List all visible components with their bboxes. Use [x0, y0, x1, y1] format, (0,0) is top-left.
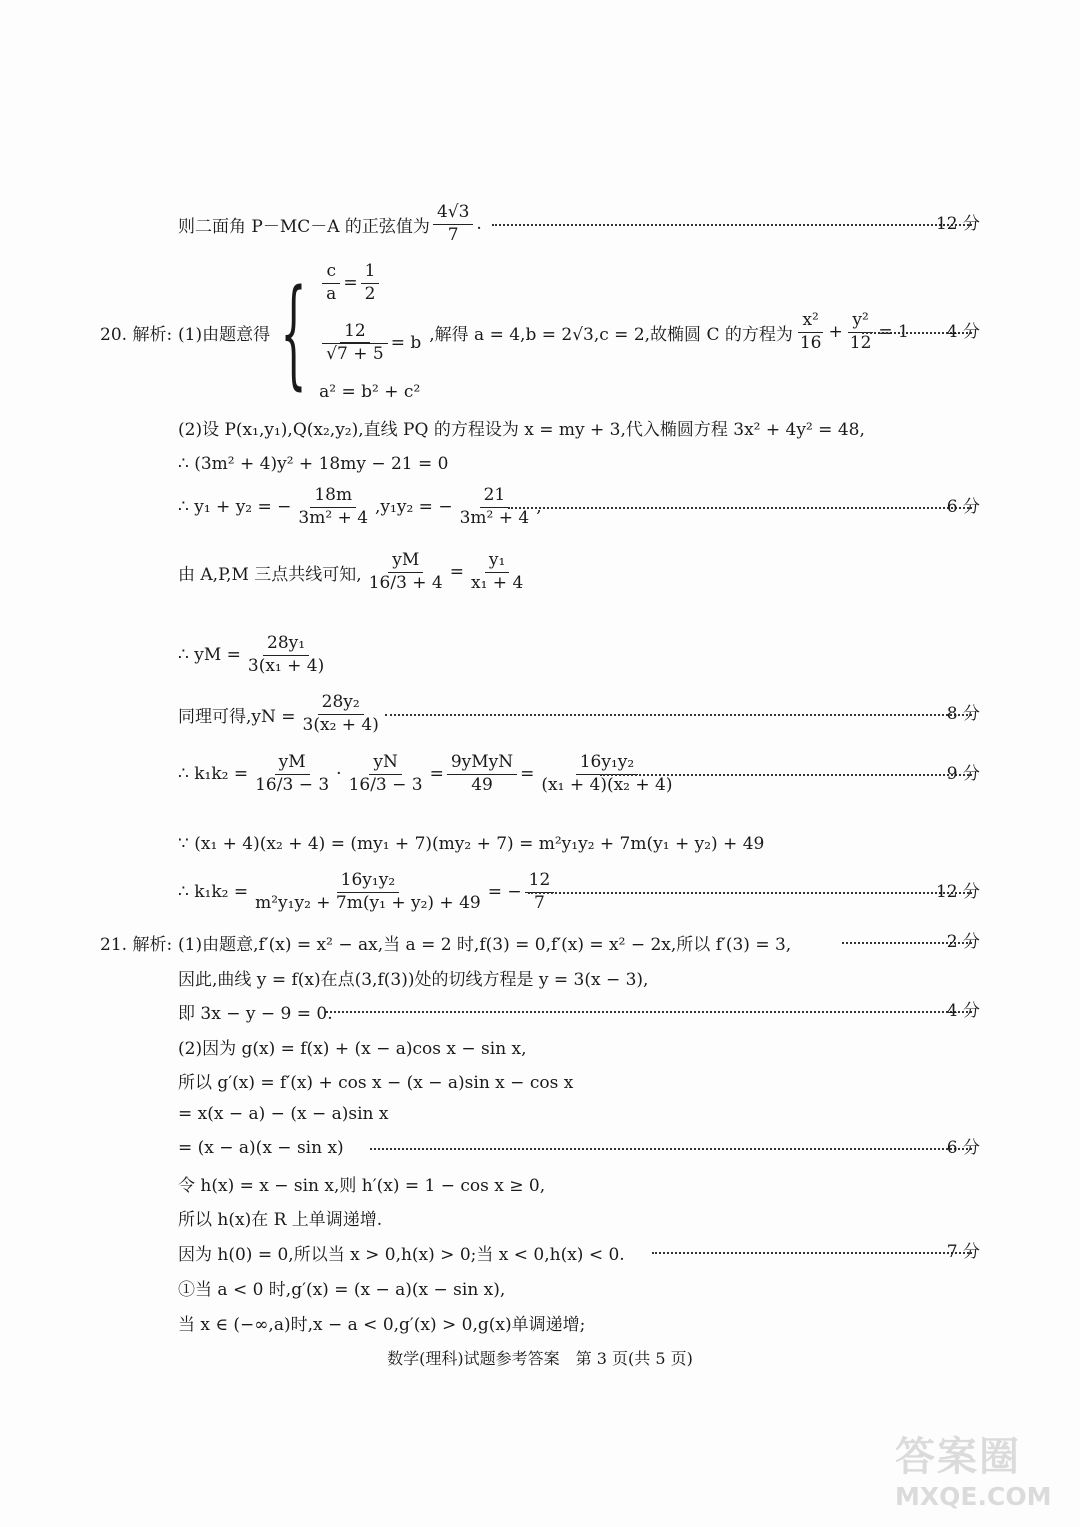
watermark: [895, 1425, 1065, 1521]
line-dihedral-sine: 则二面角 P－MC－A 的正弦值为 4√3 7 . 12 分: [178, 201, 980, 245]
line-yN: 同理可得,yN = $\frac{\text{28y₂}}{\text{3(x₂ + 4)}}$ 8 分: [178, 691, 980, 735]
q20-part1-score: [0, 315, 1080, 349]
score: 7 分: [946, 1242, 980, 1262]
line-setup: (2)设 P(x₁,y₁),Q(x₂,y₂),直线 PQ 的方程设为 x = my + 3,代入椭圆方程 3x² + 4y² = 48,: [178, 419, 865, 440]
q21-line: 21. 解析: (1)由题意,f′(x) = x² − ax,当 a = 2 时,f(3) = 0,f′(x) = x² − 2x,所以 f′(3) = 3, 2 分: [0, 925, 1080, 959]
score: 8 分: [946, 704, 980, 724]
dot-leader: [326, 1011, 972, 1013]
score: 6 分: [946, 497, 980, 517]
question-number: 20. 解析:: [100, 324, 173, 345]
score: 6 分: [946, 1138, 980, 1158]
dot-leader: [492, 224, 972, 226]
line-tangent: 因此,曲线 y = f(x)在点(3,f(3))处的切线方程是 y = 3(x − 3),: [178, 969, 649, 990]
line-h-sign: 因为 h(0) = 0,所以当 x > 0,h(x) > 0;当 x < 0,h(x) < 0. 7 分: [0, 1235, 1080, 1269]
equation-system: $\frac{c}{a}$ = $\frac{1}{2}$ $\frac{12}{√7 + 5}$ = b a² = b² + c²: [319, 261, 422, 402]
fraction: 4√3 7: [433, 203, 473, 245]
score: 12 分: [935, 882, 980, 902]
line-g-simplify: = x(x − a) − (x − a)sin x: [178, 1104, 389, 1124]
watermark-logo: 答案圈: [895, 1434, 1021, 1480]
score: 4 分: [946, 322, 980, 342]
line-tangent-eq: 即 3x − y − 9 = 0. 4 分: [0, 994, 1080, 1028]
line-quadratic: ∴ (3m² + 4)y² + 18my − 21 = 0: [178, 454, 449, 474]
line-h-increasing: 所以 h(x)在 R 上单调递增.: [178, 1209, 383, 1230]
line-expand: ∵ (x₁ + 4)(x₂ + 4) = (my₁ + 7)(my₂ + 7) = m²y₁y₂ + 7m(y₁ + y₂) + 49: [178, 834, 765, 854]
line-collinear: 由 A,P,M 三点共线可知, $\frac{yM}{16/3 + 4}$ = $\frac{\text{y₁}}{\text{x₁ + 4}}$: [178, 549, 524, 593]
dot-leader: [528, 892, 972, 894]
line-g-derivative: 所以 g′(x) = f′(x) + cos x − (x − a)sin x − cos x: [178, 1072, 574, 1093]
line-vieta: ∴ y₁ + y₂ = − $\frac{18m}{\text{3m² + 4}}$ ,y₁y₂ = − $\frac{21}{\text{3m² + 4}}$ , 6 分: [178, 484, 980, 528]
dot-leader: [652, 1252, 972, 1254]
line-k1k2: ∴ k₁k₂ = $\frac{yM}{16/3 - 3}$ · $\frac{yN}{16/3 - 3}$ = 9yMyN 49 = $\frac{\text{16y₁y₂}}{\text{(x₁ + 4)(x₂ + 4)}}$ 9 分: [178, 751, 980, 795]
q20-system-line: 20. 解析: (1)由题意得 { $\frac{c}{a}$ = $\frac{1}{2}$ $\frac{12}{√7 + 5}$ = b a² = b² + c² ,解得 a = 4,b = 2√3,c = 2,故椭圆 C 的方程为 x² 16 + $\frac{\text{y²}}{12}$ = 1: [100, 261, 909, 402]
line-yM: ∴ yM = $\frac{\text{28y₁}}{\text{3(x₁ + 4)}}$: [178, 632, 325, 676]
score: 12 分: [935, 214, 980, 234]
line-h-def: 令 h(x) = x − sin x,则 h′(x) = 1 − cos x ≥ 0,: [178, 1175, 546, 1196]
line-g-factor: = (x − a)(x − sin x) 6 分: [0, 1131, 1080, 1165]
dot-leader: [600, 774, 972, 776]
dot-leader: [385, 714, 972, 716]
score: 4 分: [946, 1001, 980, 1021]
line-k1k2-result: ∴ k₁k₂ = $\frac{\text{16y₁y₂}}{\text{m²y₁y₂ + 7m(y₁ + y₂) + 49}}$ = − $\frac{12}{7}$ 12 分: [178, 869, 980, 913]
question-number: 21. 解析:: [100, 934, 173, 955]
dot-leader: [508, 507, 972, 509]
score: 2 分: [946, 932, 980, 952]
line-case1: ①当 a < 0 时,g′(x) = (x − a)(x − sin x),: [178, 1279, 506, 1300]
page-footer: 数学(理科)试题参考答案 第 3 页(共 5 页): [387, 1349, 693, 1368]
dot-leader: [370, 1148, 972, 1150]
watermark-url: MXQE.COM: [895, 1482, 1052, 1511]
line-g-def: (2)因为 g(x) = f(x) + (x − a)cos x − sin x,: [178, 1038, 527, 1059]
left-brace: {: [280, 263, 307, 401]
score: 9 分: [946, 764, 980, 784]
line-case1-interval: 当 x ∈ (−∞,a)时,x − a < 0,g′(x) > 0,g(x)单调递增;: [178, 1314, 586, 1335]
